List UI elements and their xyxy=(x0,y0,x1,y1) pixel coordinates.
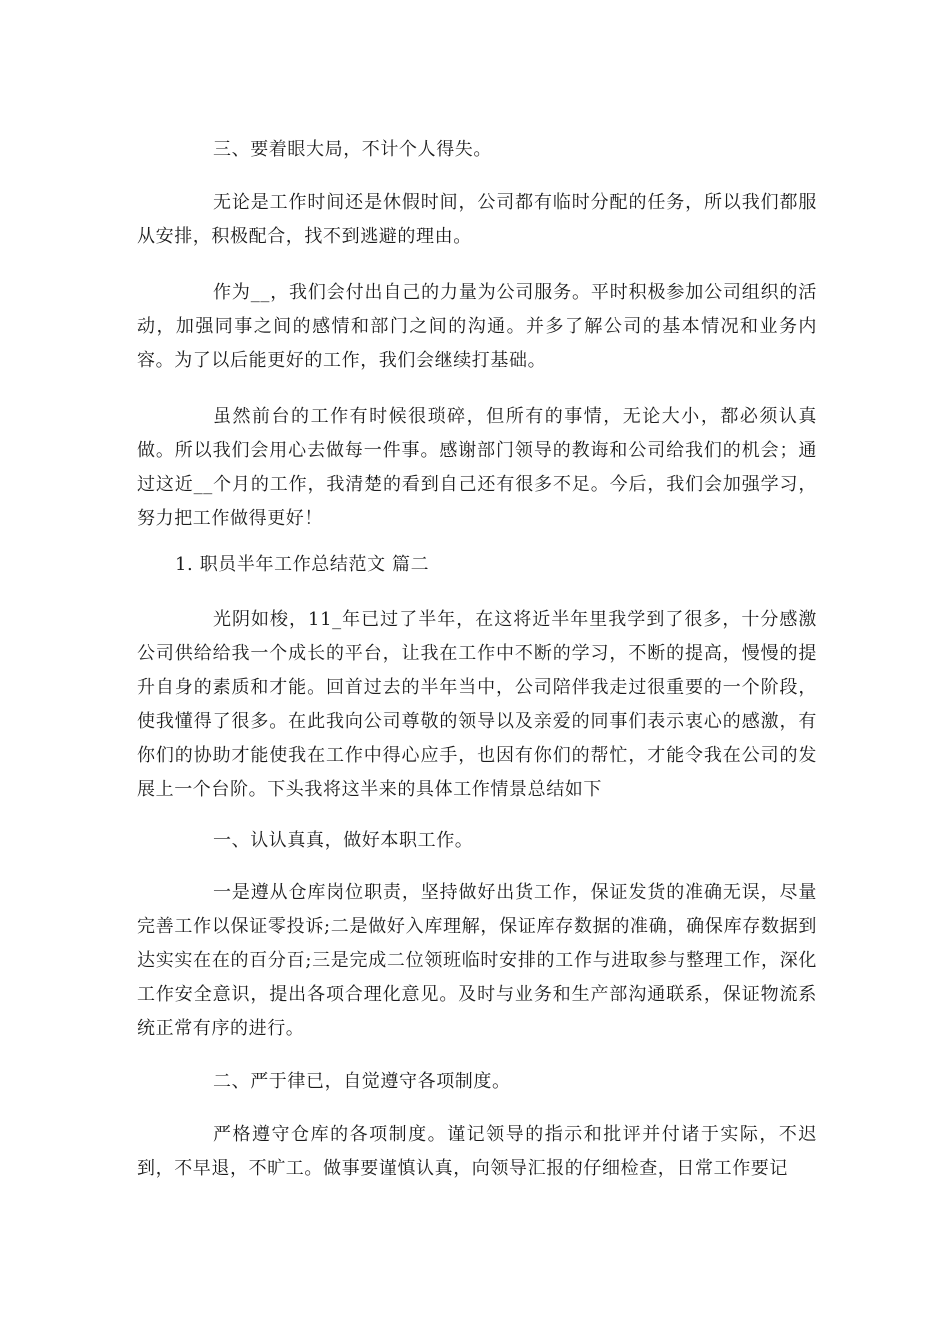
section-heading-1: 一、认认真真，做好本职工作。 xyxy=(213,830,474,851)
section-heading-2: 二、严于律已，自觉遵守各项制度。 xyxy=(213,1071,511,1092)
paragraph-warehouse-duties: 一是遵从仓库岗位职责，坚持做好出货工作，保证发货的准确无误，尽量完善工作以保证零投诉;二是做好入库理解，保证库存数据的准确，确保库存数据到达实实在在的百分百;三是完成二位领班临时安排的工作与进取参与整理工作，深化工作安全意识，提出各项合理化意见。及时与业务和生产部沟通联系，保证物流系统正常有序的进行。 xyxy=(137,882,817,1039)
paragraph-serve-company: 作为__，我们会付出自己的力量为公司服务。平时积极参加公司组织的活动，加强同事之间的感情和部门之间的沟通。并多了解公司的基本情况和业务内容。为了以后能更好的工作，我们会继续打基础。 xyxy=(137,282,817,371)
section-heading-3: 三、要着眼大局，不计个人得失。 xyxy=(213,139,492,160)
paragraph-obey-arrangements: 无论是工作时间还是休假时间，公司都有临时分配的任务，所以我们都服从安排，积极配合，找不到逃避的理由。 xyxy=(137,192,817,247)
paragraph-half-year-intro: 光阴如梭，11_年已过了半年，在这将近半年里我学到了很多，十分感激公司供给给我一个成长的平台，让我在工作中不断的学习，不断的提高，慢慢的提升自身的素质和才能。回首过去的半年当中，公司陪伴我走过很重要的一个阶段，使我懂得了很多。在此我向公司尊敬的领导以及亲爱的同事们表示衷心的感激，有你们的协助才能使我在工作中得心应手，也因有你们的帮忙，才能令我在公司的发展上一个台阶。下头我将这半来的具体工作情景总结如下 xyxy=(137,609,817,800)
paragraph-front-desk: 虽然前台的工作有时候很琐碎，但所有的事情，无论大小，都必须认真做。所以我们会用心去做每一件事。感谢部门领导的教诲和公司给我们的机会；通过这近__个月的工作，我清楚的看到自己还有很多不足。今后，我们会加强学习，努力把工作做得更好！ xyxy=(137,406,817,529)
paragraph-rules: 严格遵守仓库的各项制度。谨记领导的指示和批评并付诸于实际，不迟到，不早退，不旷工。做事要谨慎认真，向领导汇报的仔细检查，日常工作要记 xyxy=(137,1124,817,1179)
article-title: 1. 职员半年工作总结范文 篇二 xyxy=(175,554,430,575)
